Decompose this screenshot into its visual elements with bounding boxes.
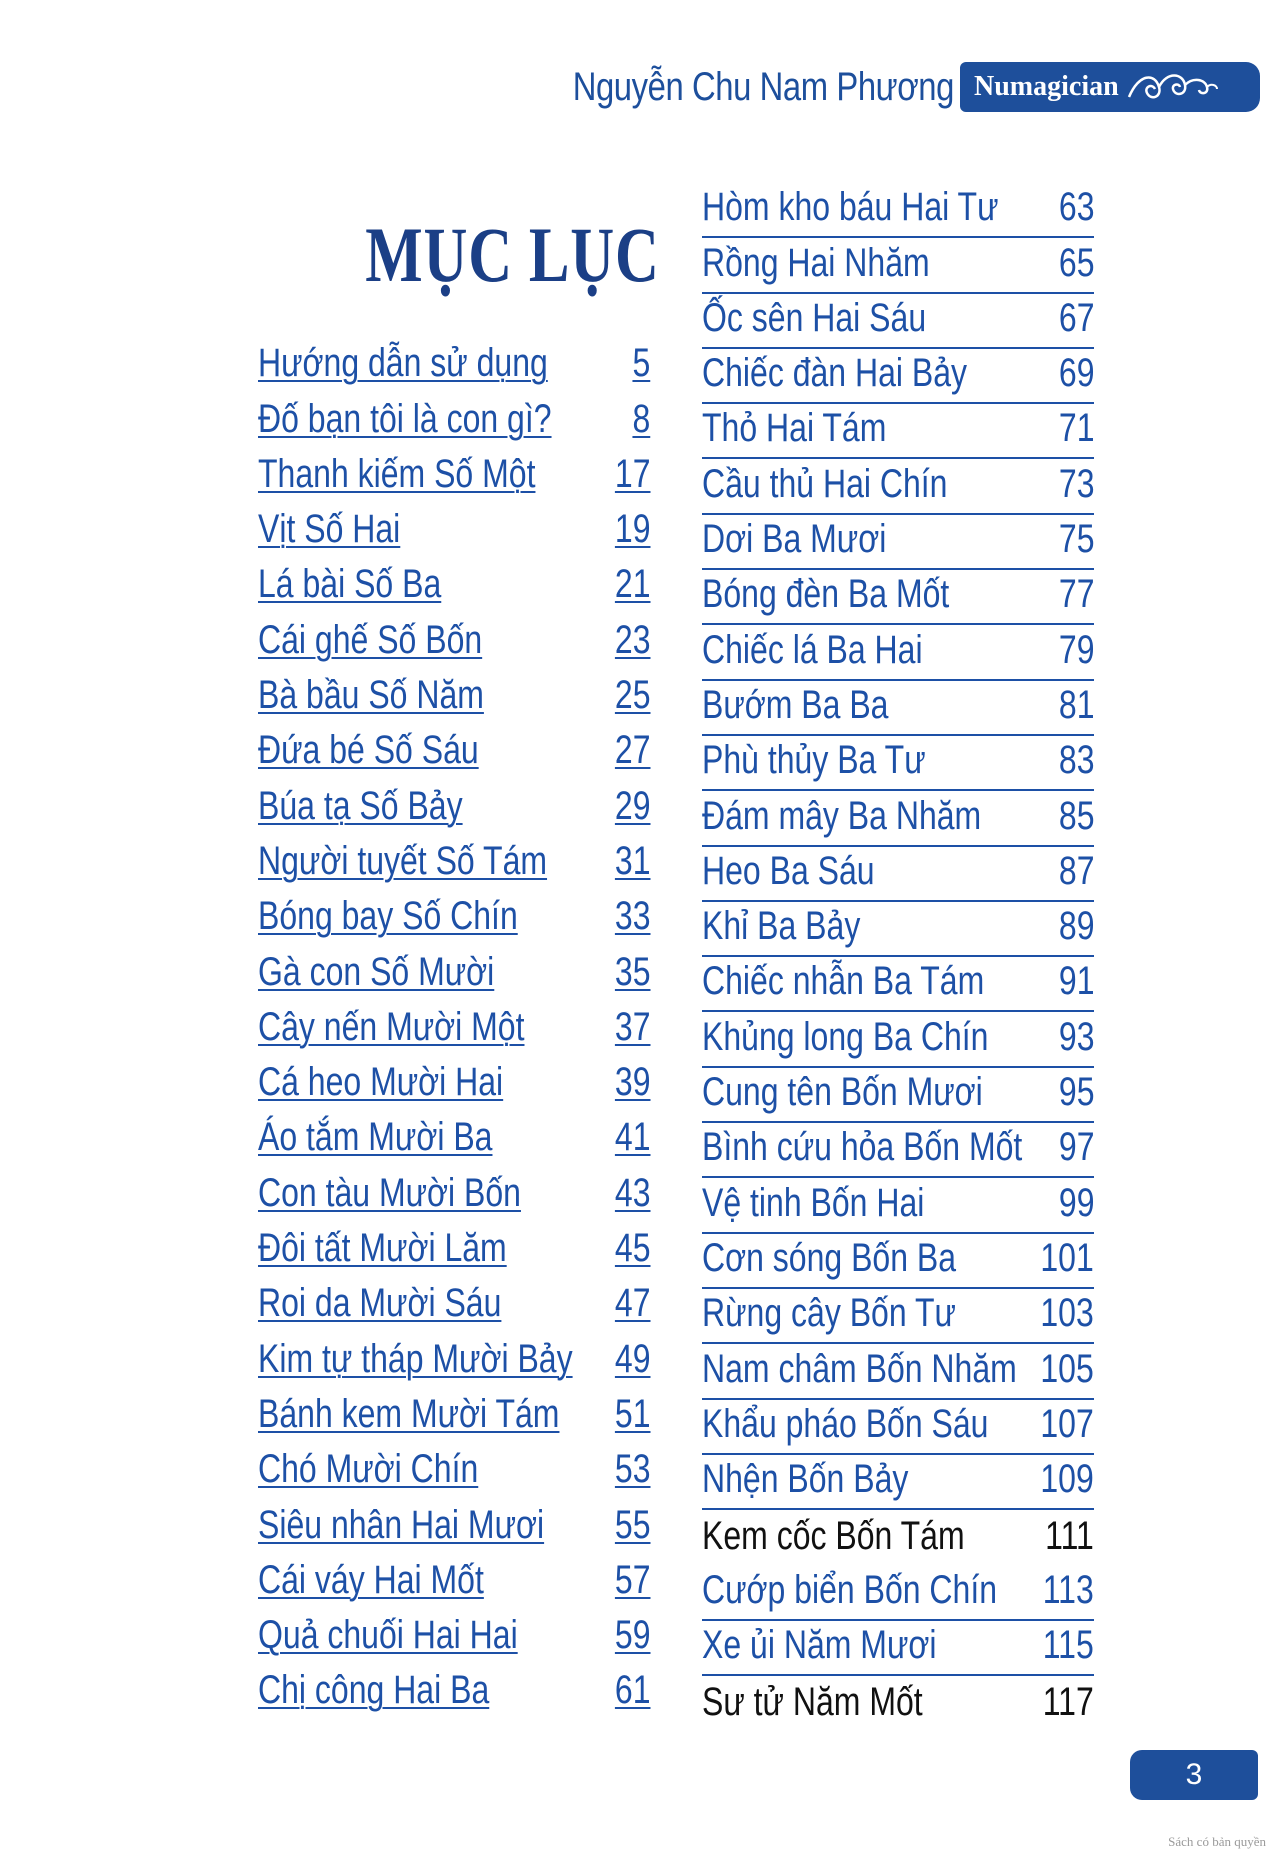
toc-entry[interactable]: [258, 1056, 650, 1111]
toc-entry-page[interactable]: 57: [614, 1557, 650, 1602]
toc-entry[interactable]: [702, 1344, 1094, 1399]
toc-right-column: [702, 183, 1094, 1731]
toc-entry-title[interactable]: Áo tắm Mười Ba: [258, 1115, 493, 1160]
toc-entry-page[interactable]: 51: [614, 1391, 650, 1436]
toc-entry-title[interactable]: Bà bầu Số Năm: [258, 673, 484, 718]
toc-entry-page: 111: [1045, 1514, 1094, 1559]
toc-entry-title[interactable]: Khỉ Ba Bảy: [702, 904, 861, 949]
toc-entry-page[interactable]: 8: [632, 396, 650, 441]
toc-entry-title[interactable]: Thỏ Hai Tám: [702, 406, 887, 451]
header: [489, 60, 1260, 114]
toc-entry-title[interactable]: Con tàu Mười Bốn: [258, 1170, 521, 1215]
toc-entry[interactable]: [702, 1178, 1094, 1233]
toc-entry[interactable]: [258, 558, 650, 613]
toc-entry-page[interactable]: 71: [1058, 406, 1094, 451]
toc-entry-title[interactable]: Ốc sên Hai Sáu: [702, 295, 927, 340]
toc-entry[interactable]: [702, 625, 1094, 680]
toc-entry[interactable]: [258, 669, 650, 724]
toc-entry-title[interactable]: Heo Ba Sáu: [702, 848, 875, 893]
toc-entry-page[interactable]: 27: [614, 728, 650, 773]
brand-badge: [960, 62, 1260, 112]
toc-entry-page[interactable]: 21: [614, 562, 650, 607]
toc-entry-title[interactable]: Bình cứu hỏa Bốn Mốt: [702, 1125, 1023, 1170]
toc-entry-page[interactable]: 31: [614, 838, 650, 883]
swirl-ornament-icon: [1125, 67, 1221, 107]
toc-entry[interactable]: [702, 847, 1094, 902]
toc-entry-title[interactable]: Xe ủi Năm Mươi: [702, 1623, 937, 1668]
toc-entry-title[interactable]: Quả chuối Hai Hai: [258, 1613, 518, 1658]
toc-entry-title[interactable]: Phù thủy Ba Tư: [702, 738, 926, 783]
toc-entry-title[interactable]: Khủng long Ba Chín: [702, 1014, 989, 1059]
toc-entry-title[interactable]: Cái ghế Số Bốn: [258, 617, 483, 662]
toc-entry-page[interactable]: 59: [614, 1613, 650, 1658]
toc-entry-page: 117: [1042, 1680, 1094, 1725]
toc-entry-page[interactable]: 23: [614, 617, 650, 662]
toc-entry[interactable]: [258, 1554, 650, 1609]
toc-entry-title[interactable]: Hòm kho báu Hai Tư: [702, 185, 999, 230]
toc-entry[interactable]: [702, 1565, 1094, 1620]
toc-entry[interactable]: [258, 945, 650, 1000]
toc-entry[interactable]: [702, 1289, 1094, 1344]
toc-entry-title[interactable]: Chiếc lá Ba Hai: [702, 627, 923, 672]
toc-entry[interactable]: [258, 337, 650, 392]
toc-entry-page[interactable]: 91: [1058, 959, 1094, 1004]
toc-entry-page[interactable]: 81: [1058, 682, 1094, 727]
toc-entry-page[interactable]: 63: [1058, 185, 1094, 230]
toc-entry[interactable]: [702, 238, 1094, 293]
toc-entry-title[interactable]: Vịt Số Hai: [258, 507, 401, 552]
toc-entry-page[interactable]: 33: [614, 894, 650, 939]
toc-entry[interactable]: [258, 503, 650, 558]
toc-entry[interactable]: [258, 392, 650, 447]
toc-entry-title[interactable]: Bóng bay Số Chín: [258, 894, 518, 939]
toc-entry-title[interactable]: Cướp biển Bốn Chín: [702, 1567, 998, 1612]
toc-entry-page[interactable]: 107: [1040, 1401, 1094, 1446]
toc-entry-page[interactable]: 67: [1058, 295, 1094, 340]
toc-entry[interactable]: [258, 1443, 650, 1498]
toc-entry[interactable]: [702, 349, 1094, 404]
toc-entry-title: Sư tử Năm Mốt: [702, 1680, 923, 1725]
toc-entry-page[interactable]: 37: [614, 1004, 650, 1049]
toc-entry-title[interactable]: Bóng đèn Ba Mốt: [702, 572, 950, 617]
toc-entry-page[interactable]: 75: [1058, 517, 1094, 562]
toc-entry-title[interactable]: Gà con Số Mười: [258, 949, 495, 994]
toc-entry[interactable]: [702, 1234, 1094, 1289]
toc-entry-page[interactable]: 61: [614, 1668, 650, 1713]
toc-entry-page[interactable]: 55: [614, 1502, 650, 1547]
toc-entry-title[interactable]: Người tuyết Số Tám: [258, 838, 548, 883]
toc-entry-page[interactable]: 109: [1040, 1457, 1094, 1502]
toc-entry-title[interactable]: Cung tên Bốn Mươi: [702, 1070, 983, 1115]
toc-entry[interactable]: [258, 1332, 650, 1387]
toc-entry-title[interactable]: Bánh kem Mười Tám: [258, 1391, 560, 1436]
toc-entry-page[interactable]: 103: [1040, 1291, 1094, 1336]
toc-entry-page[interactable]: 85: [1058, 793, 1094, 838]
toc-entry-title[interactable]: Cái váy Hai Mốt: [258, 1557, 484, 1602]
toc-entry-page[interactable]: 47: [614, 1281, 650, 1326]
toc-entry[interactable]: [702, 736, 1094, 791]
toc-entry-page[interactable]: 69: [1058, 351, 1094, 396]
toc-entry[interactable]: [258, 448, 650, 503]
toc-entry[interactable]: [258, 1609, 650, 1664]
toc-entry-title[interactable]: Cơn sóng Bốn Ba: [702, 1235, 957, 1280]
toc-entry-title[interactable]: Kim tự tháp Mười Bảy: [258, 1336, 573, 1381]
toc-entry[interactable]: [702, 183, 1094, 238]
toc-entry[interactable]: [258, 1222, 650, 1277]
toc-entry-page[interactable]: 73: [1058, 461, 1094, 506]
toc-entry-title[interactable]: Đôi tất Mười Lăm: [258, 1226, 507, 1271]
toc-entry-title[interactable]: Lá bài Số Ba: [258, 562, 442, 607]
toc-entry-title[interactable]: Cây nến Mười Một: [258, 1004, 525, 1049]
toc-entry-title[interactable]: Cầu thủ Hai Chín: [702, 461, 948, 506]
toc-entry-title[interactable]: Thanh kiếm Số Một: [258, 451, 536, 496]
toc-entry-title[interactable]: Chó Mười Chín: [258, 1447, 479, 1492]
toc-entry-title[interactable]: Nhện Bốn Bảy: [702, 1457, 909, 1502]
toc-entry-title[interactable]: Đố bạn tôi là con gì?: [258, 396, 552, 441]
toc-entry[interactable]: [702, 1455, 1094, 1510]
toc-entry-title[interactable]: Siêu nhân Hai Mươi: [258, 1502, 545, 1547]
toc-entry-page[interactable]: 93: [1058, 1014, 1094, 1059]
toc-entry-page[interactable]: 53: [614, 1447, 650, 1492]
toc-entry[interactable]: [702, 294, 1094, 349]
brand-name: Numagician: [974, 71, 1119, 102]
toc-entry[interactable]: [258, 779, 650, 834]
toc-entry-title[interactable]: Chiếc đàn Hai Bảy: [702, 351, 968, 396]
toc-entry-page[interactable]: 95: [1058, 1070, 1094, 1115]
toc-entry-page[interactable]: 101: [1040, 1235, 1094, 1280]
toc-entry[interactable]: [702, 1068, 1094, 1123]
toc-entry-title[interactable]: Vệ tinh Bốn Hai: [702, 1180, 925, 1225]
toc-entry[interactable]: [258, 1498, 650, 1553]
toc-entry[interactable]: [258, 1277, 650, 1332]
toc-entry-title[interactable]: Roi da Mười Sáu: [258, 1281, 502, 1326]
toc-entry[interactable]: [702, 1621, 1094, 1676]
toc-entry[interactable]: [702, 404, 1094, 459]
toc-entry[interactable]: [702, 681, 1094, 736]
toc-entry-page[interactable]: 25: [614, 673, 650, 718]
toc-entry-page[interactable]: 17: [614, 451, 650, 496]
toc-entry-title: Kem cốc Bốn Tám: [702, 1514, 965, 1559]
toc-entry[interactable]: [258, 1166, 650, 1221]
toc-entry[interactable]: [258, 1001, 650, 1056]
toc-entry-page[interactable]: 99: [1058, 1180, 1094, 1225]
toc-entry-page[interactable]: 97: [1058, 1125, 1094, 1170]
toc-entry-page[interactable]: 79: [1058, 627, 1094, 672]
toc-entry-page[interactable]: 41: [614, 1115, 650, 1160]
toc-entry-page[interactable]: 19: [614, 507, 650, 552]
toc-entry-title[interactable]: Nam châm Bốn Nhăm: [702, 1346, 1017, 1391]
toc-entry[interactable]: [702, 1123, 1094, 1178]
toc-entry-page[interactable]: 87: [1058, 848, 1094, 893]
toc-entry-page[interactable]: 83: [1058, 738, 1094, 783]
page-number-badge: 3: [1130, 1750, 1258, 1800]
toc-entry-page[interactable]: 5: [632, 341, 650, 386]
toc-entry-title[interactable]: Khẩu pháo Bốn Sáu: [702, 1401, 989, 1446]
toc-entry[interactable]: [258, 1664, 650, 1719]
toc-entry[interactable]: [258, 835, 650, 890]
toc-left-column: [258, 337, 650, 1719]
toc-entry-page[interactable]: 115: [1042, 1623, 1094, 1668]
footer-note: Sách có bản quyền: [1168, 1834, 1266, 1849]
toc-entry-page[interactable]: 77: [1058, 572, 1094, 617]
toc-entry[interactable]: [702, 791, 1094, 846]
toc-entry-page[interactable]: 105: [1040, 1346, 1094, 1391]
toc-entry-page[interactable]: 45: [614, 1226, 650, 1271]
toc-entry[interactable]: [258, 1388, 650, 1443]
toc-entry-title[interactable]: Dơi Ba Mươi: [702, 517, 887, 562]
toc-entry-page[interactable]: 113: [1042, 1567, 1094, 1612]
toc-entry-page[interactable]: 35: [614, 949, 650, 994]
author-name: Nguyễn Chu Nam Phương: [572, 64, 954, 109]
toc-entry-title[interactable]: Cá heo Mười Hai: [258, 1060, 504, 1105]
toc-entry-page[interactable]: 49: [614, 1336, 650, 1381]
toc-entry: [702, 1510, 1094, 1565]
toc-entry[interactable]: [258, 890, 650, 945]
toc-entry[interactable]: [702, 570, 1094, 625]
page-title: MỤC LỤC: [365, 211, 660, 298]
toc-entry-page[interactable]: 43: [614, 1170, 650, 1215]
toc-entry-title[interactable]: Hướng dẫn sử dụng: [258, 341, 548, 386]
toc-entry[interactable]: [702, 1400, 1094, 1455]
toc-entry: [702, 1676, 1094, 1731]
toc-entry-title[interactable]: Đám mây Ba Nhăm: [702, 793, 982, 838]
toc-entry-page[interactable]: 65: [1058, 240, 1094, 285]
toc-entry-page[interactable]: 39: [614, 1060, 650, 1105]
toc-entry[interactable]: [258, 613, 650, 668]
toc-entry[interactable]: [258, 1111, 650, 1166]
toc-entry[interactable]: [702, 957, 1094, 1012]
toc-entry-title[interactable]: Bướm Ba Ba: [702, 682, 889, 727]
toc-entry-title[interactable]: Búa tạ Số Bảy: [258, 783, 463, 828]
toc-entry-title[interactable]: Rừng cây Bốn Tư: [702, 1291, 956, 1336]
toc-entry-title[interactable]: Chiếc nhẫn Ba Tám: [702, 959, 985, 1004]
toc-entry[interactable]: [258, 724, 650, 779]
toc-entry[interactable]: [702, 902, 1094, 957]
toc-entry-page[interactable]: 29: [614, 783, 650, 828]
toc-entry[interactable]: [702, 1012, 1094, 1067]
toc-entry-title[interactable]: Rồng Hai Nhăm: [702, 240, 930, 285]
toc-entry[interactable]: [702, 515, 1094, 570]
toc-entry-page[interactable]: 89: [1058, 904, 1094, 949]
toc-entry-title[interactable]: Đứa bé Số Sáu: [258, 728, 479, 773]
toc-entry[interactable]: [702, 459, 1094, 514]
toc-entry-title[interactable]: Chị công Hai Ba: [258, 1668, 490, 1713]
